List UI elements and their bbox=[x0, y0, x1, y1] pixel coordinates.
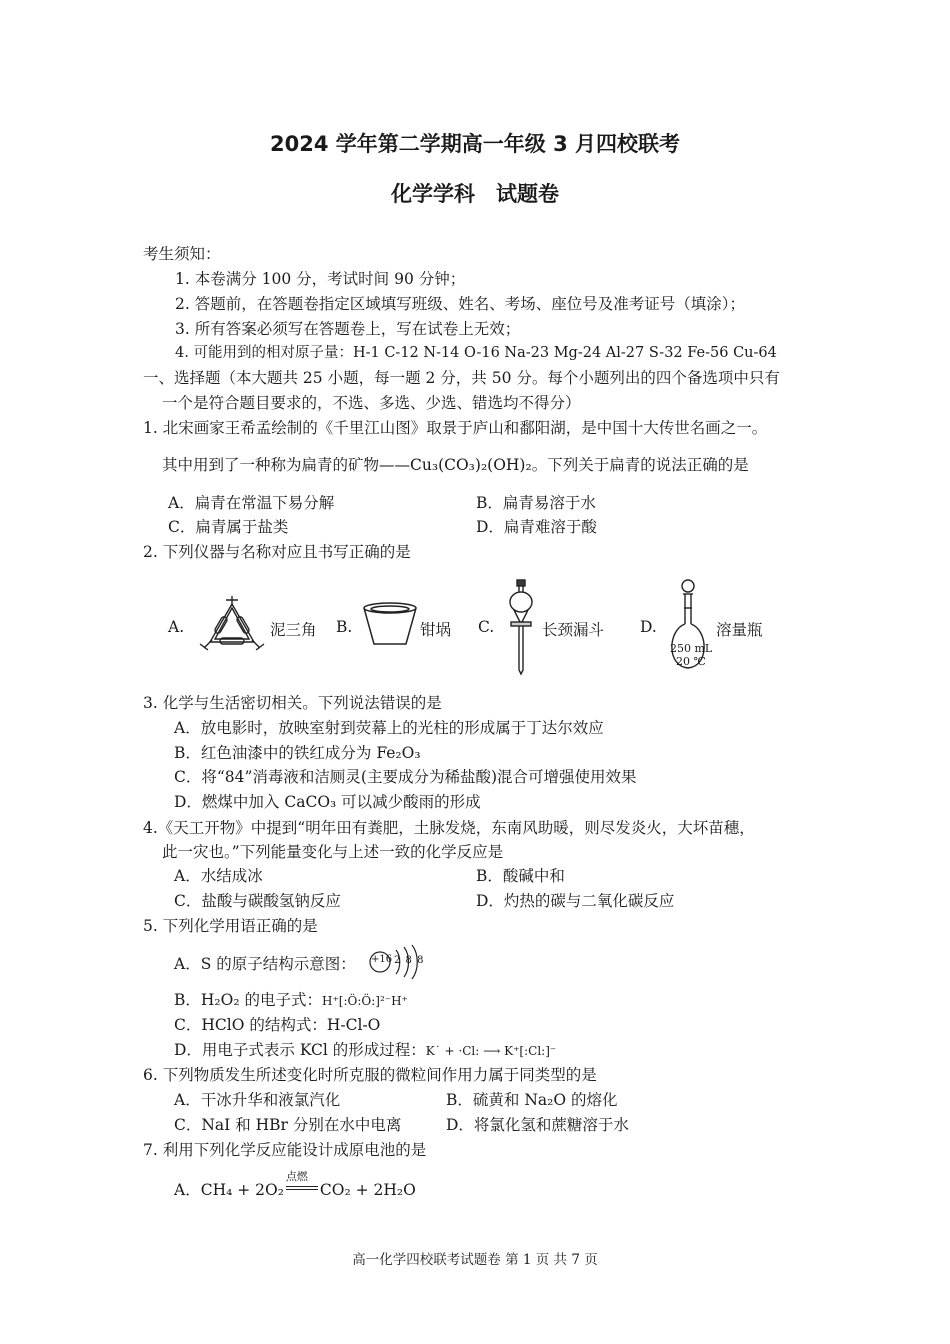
atom-shell-electrons: 2 8 8 bbox=[394, 955, 425, 966]
notice-item: 1. 本卷满分 100 分，考试时间 90 分钟； bbox=[175, 270, 466, 288]
q1-option-a: A．扁青在常温下易分解 bbox=[168, 494, 335, 512]
h2o2-electron-formula: H⁺[:Ö:Ö:]²⁻H⁺ bbox=[321, 994, 408, 1008]
q3-option-a: A．放电影时，放映室射到荧幕上的光柱的形成属于丁达尔效应 bbox=[174, 719, 604, 737]
q5-option-b bbox=[174, 990, 408, 1011]
q3-option-d: D．燃煤中加入 CaCO₃ 可以减少酸雨的形成 bbox=[174, 793, 481, 811]
q2-option-b-letter: B. bbox=[336, 618, 353, 636]
q4-option-c: C．盐酸与碳酸氢钠反应 bbox=[174, 892, 341, 910]
q1-stem-part: 。下列关于扁青的说法正确的是 bbox=[531, 456, 749, 474]
notice-heading: 考生须知： bbox=[143, 245, 221, 263]
q6-stem: 6. 下列物质发生所述变化时所克服的微粒间作用力属于同类型的是 bbox=[143, 1066, 597, 1084]
q5-option-a: A．S 的原子结构示意图： bbox=[174, 955, 356, 973]
section-heading: 一、选择题（本大题共 25 小题，每一题 2 分，共 50 分。每个小题列出的四个备选项中只有 bbox=[143, 369, 780, 387]
reaction-line-bottom bbox=[286, 1189, 318, 1190]
exam-subtitle: 化学学科 试题卷 bbox=[391, 182, 559, 206]
q5-option-b-text: B．H₂O₂ 的电子式： bbox=[174, 991, 322, 1009]
q1-stem-part: 其中用到了一种称为扁青的矿物—— bbox=[162, 456, 411, 474]
q5-option-d bbox=[174, 1040, 556, 1061]
crucible-illustration bbox=[360, 600, 420, 648]
q5-option-c: C．HClO 的结构式：H-Cl-O bbox=[174, 1016, 381, 1034]
q1-option-b: B．扁青易溶于水 bbox=[476, 494, 596, 512]
flask-volume-label: 250 mL bbox=[670, 642, 713, 655]
q2-stem: 2. 下列仪器与名称对应且书写正确的是 bbox=[143, 543, 411, 561]
q5-stem: 5. 下列化学用语正确的是 bbox=[143, 917, 318, 935]
reaction-line-top bbox=[286, 1186, 318, 1187]
q4-option-b: B．酸碱中和 bbox=[476, 867, 565, 885]
q1-formula: Cu₃(CO₃)₂(OH)₂ bbox=[410, 456, 532, 474]
q7-option-a-prefix: A． bbox=[174, 1181, 201, 1199]
q2-option-b-name: 钳埚 bbox=[420, 621, 452, 639]
q6-option-c: C．NaI 和 HBr 分别在水中电离 bbox=[174, 1116, 402, 1134]
notice-item: 4. 可能用到的相对原子量：H-1 C-12 N-14 O-16 Na-23 Mg-24 Al-27 S-32 Fe-56 Cu-64 bbox=[175, 345, 777, 361]
q2-option-c-name: 长颈漏斗 bbox=[542, 621, 605, 639]
q4-option-d: D．灼热的碳与二氧化碳反应 bbox=[476, 892, 675, 910]
notice-item: 2. 答题前，在答题卷指定区域填写班级、姓名、考场、座位号及准考证号（填涂）； bbox=[175, 295, 745, 313]
q5-option-d-text: D．用电子式表示 KCl 的形成过程： bbox=[174, 1041, 426, 1059]
q6-option-d: D．将氯化氢和蔗糖溶于水 bbox=[446, 1116, 629, 1134]
sulfur-atom-structure-diagram bbox=[368, 944, 428, 980]
clay-triangle-illustration bbox=[196, 594, 268, 656]
q1-stem: 1. 北宋画家王希孟绘制的《千里江山图》取景于庐山和鄱阳湖，是中国十大传世名画之一。 bbox=[143, 419, 768, 437]
q2-option-c-letter: C. bbox=[478, 618, 495, 636]
q4-stem: 4.《天工开物》中提到“明年田有粪肥，土脉发烧，东南风助暖，则尽发炎火，大坏苗穗， bbox=[143, 819, 755, 837]
separatory-funnel-illustration bbox=[504, 578, 538, 676]
kcl-formation-formula: K˙ + ·Cl: ⟶ K⁺[:Cl:]⁻ bbox=[425, 1044, 557, 1058]
q4-stem-cont: 此一灾也。”下列能量变化与上述一致的化学反应是 bbox=[162, 843, 504, 861]
flask-temp-label: 20 ℃ bbox=[676, 655, 706, 668]
q1-option-c: C．扁青属于盐类 bbox=[168, 518, 289, 536]
q1-option-d: D．扁青难溶于酸 bbox=[476, 518, 597, 536]
q2-option-a-letter: A. bbox=[168, 618, 185, 636]
atom-nucleus-charge: +16 bbox=[371, 954, 393, 965]
reaction-condition-text: 点燃 bbox=[285, 1170, 308, 1183]
q3-option-b: B．红色油漆中的铁红成分为 Fe₂O₃ bbox=[174, 744, 421, 762]
exam-title: 2024 学年第二学期高一年级 3 月四校联考 bbox=[270, 132, 680, 156]
q7-products: CO₂ + 2H₂O bbox=[319, 1181, 416, 1199]
q2-option-d-name: 溶量瓶 bbox=[716, 621, 763, 639]
q2-option-d-letter: D. bbox=[640, 618, 657, 636]
notice-item: 3. 所有答案必须写在答题卷上，写在试卷上无效； bbox=[175, 320, 521, 338]
q4-option-a: A．水结成冰 bbox=[174, 867, 263, 885]
page-footer: 高一化学四校联考试题卷 第 1 页 共 7 页 bbox=[352, 1252, 598, 1268]
q6-option-a: A．干冰升华和液氯汽化 bbox=[174, 1091, 341, 1109]
q2-option-a-name: 泥三角 bbox=[270, 621, 317, 639]
reaction-condition bbox=[284, 1170, 320, 1201]
q7-option-a bbox=[174, 1170, 416, 1201]
q7-stem: 7. 利用下列化学反应能设计成原电池的是 bbox=[143, 1141, 427, 1159]
section-heading-cont: 一个是符合题目要求的，不选、多选、少选、错选均不得分） bbox=[162, 394, 581, 412]
q6-option-b: B．硫黄和 Na₂O 的熔化 bbox=[446, 1091, 618, 1109]
q3-option-c: C．将“84”消毒液和洁厕灵(主要成分为稀盐酸)混合可增强使用效果 bbox=[174, 768, 637, 786]
q3-stem: 3. 化学与生活密切相关。下列说法错误的是 bbox=[143, 694, 442, 712]
q1-stem-cont bbox=[162, 455, 749, 475]
q7-reactants: CH₄ + 2O₂ bbox=[200, 1181, 284, 1199]
